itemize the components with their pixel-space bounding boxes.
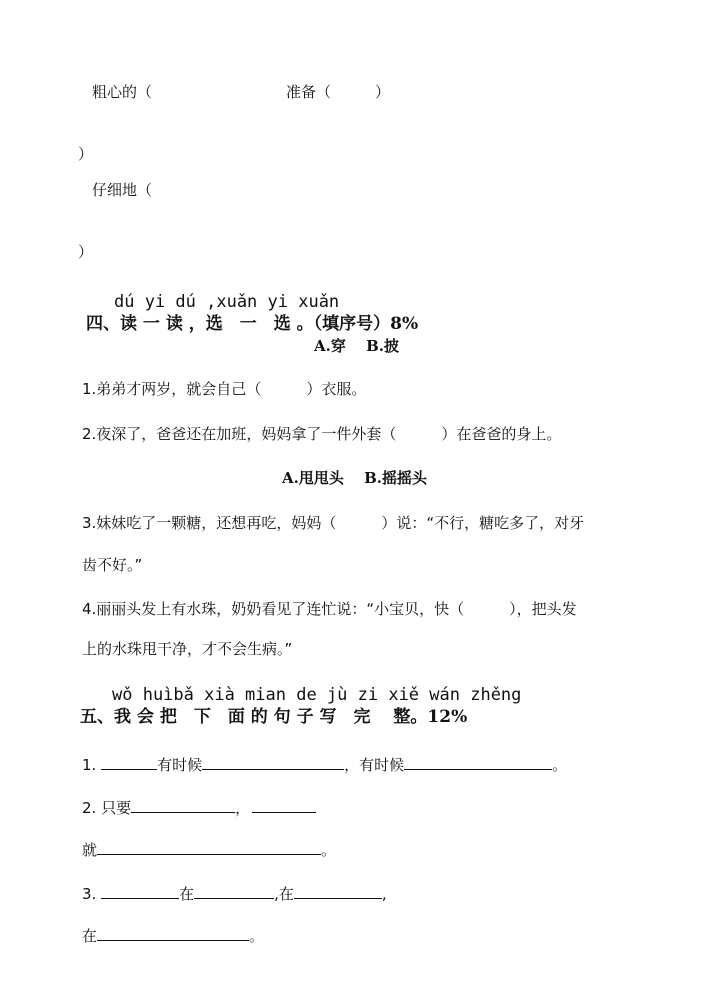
sentence-3-cont <box>82 924 264 945</box>
section5-title: 五、我 会 把 下 面 的 句 子 写 完 整。12% <box>80 707 468 727</box>
paren-close-2: ） <box>78 243 94 261</box>
paren-close: ） <box>375 83 391 101</box>
sentence-2 <box>82 796 316 817</box>
blank-1b[interactable] <box>202 753 344 770</box>
blank-3c[interactable] <box>294 882 382 899</box>
fill-line-cuxin <box>92 83 152 101</box>
question-4-line1: 4.丽丽头发上有水珠，奶奶看见了连忙说：“小宝贝，快（ ），把头发 <box>82 600 577 618</box>
sentence-3-end: 。 <box>249 927 265 945</box>
blank-1a[interactable] <box>101 753 157 770</box>
sentence-1-number: 1. <box>82 756 97 774</box>
sentence-1-end: 。 <box>552 756 568 774</box>
section4-options-b: A.甩甩头 B.摇摇头 <box>282 469 427 487</box>
sentence-3-zai-2: ,在 <box>274 885 294 903</box>
question-4-line2: 上的水珠甩干净，才不会生病。” <box>82 640 293 658</box>
question-1: 1.弟弟才两岁，就会自己（ ）衣服。 <box>82 380 367 398</box>
blank-2a[interactable] <box>131 796 235 813</box>
sentence-3-zai-1: 在 <box>179 885 195 903</box>
blank-2b[interactable] <box>252 796 316 813</box>
blank-2c[interactable] <box>97 838 321 855</box>
sentence-2-cont <box>82 838 336 859</box>
section4-title: 四、读 一 读 ，选 一 选 。（填序号）8% <box>86 314 419 334</box>
sentence-3-zai-3: 在 <box>82 927 98 945</box>
section4-pinyin: dú yi dú ,xuǎn yi xuǎn <box>114 292 340 312</box>
sentence-3-number: 3. <box>82 885 97 903</box>
sentence-2-comma: ， <box>235 799 251 817</box>
blank-1c[interactable] <box>404 753 552 770</box>
question-3-line1: 3.妹妹吃了一颗糖，还想再吃，妈妈（ ）说：“不行，糖吃多了，对牙 <box>82 514 585 532</box>
blank-3d[interactable] <box>97 924 249 941</box>
question-2: 2.夜深了，爸爸还在加班，妈妈拿了一件外套（ ）在爸爸的身上。 <box>82 425 562 443</box>
question-3-line2: 齿不好。” <box>82 556 143 574</box>
blank-3a[interactable] <box>101 882 179 899</box>
blank-3b[interactable] <box>194 882 274 899</box>
sentence-2-jiu: 就 <box>82 841 98 859</box>
label-zhunbei: 准备（ <box>286 83 332 101</box>
section5-pinyin: wǒ huìbǎ xià mian de jù zi xiě wán zhěng <box>112 685 522 705</box>
label-cuxin: 粗心的（ <box>92 83 153 101</box>
fill-line-zhunbei <box>286 83 390 101</box>
sentence-3-comma: , <box>381 885 387 903</box>
section4-options-a: A.穿 B.披 <box>314 337 399 355</box>
sentence-1-youshihou-2: ，有时候 <box>344 756 405 774</box>
label-zixi: 仔细地（ <box>92 181 153 199</box>
sentence-3 <box>82 882 387 903</box>
sentence-1 <box>82 753 567 774</box>
paren-close-1: ） <box>78 145 94 163</box>
sentence-1-youshihou: 有时候 <box>157 756 203 774</box>
sentence-2-end: 。 <box>321 841 337 859</box>
sentence-2-zhiyao: 2. 只要 <box>82 799 132 817</box>
